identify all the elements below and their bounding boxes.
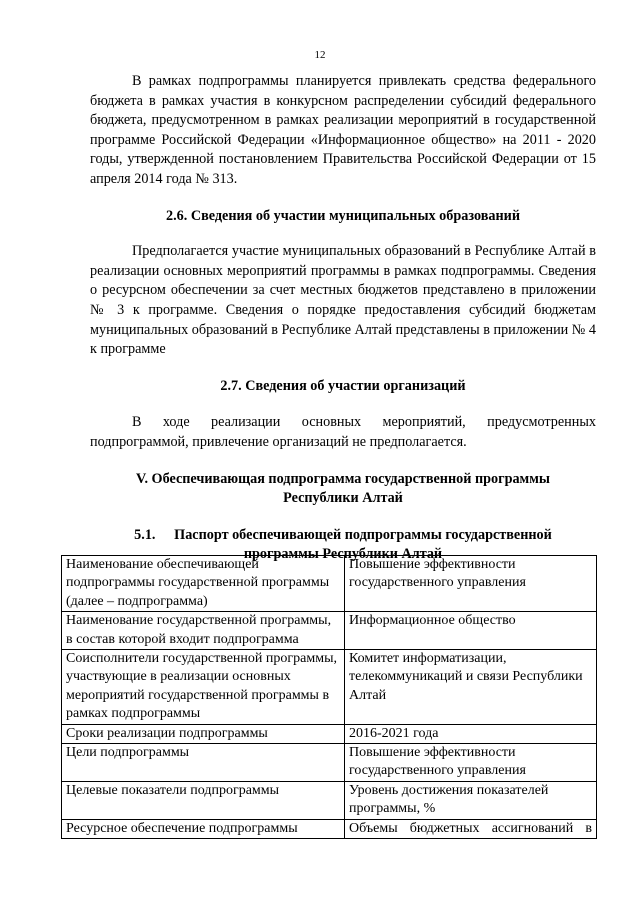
document-body <box>90 72 596 565</box>
table-cell-value: Объемы бюджетных ассигнований в <box>345 819 597 838</box>
table-row <box>62 744 597 782</box>
chapter-heading-v-line1: V. Обеспечивающая подпрограмма государственной программы <box>136 470 550 487</box>
section-heading-2-7: 2.7. Сведения об участии организаций <box>220 377 466 394</box>
table-row <box>62 650 597 725</box>
table-row <box>62 612 597 650</box>
section-number: 5.1. <box>134 526 156 543</box>
section-heading-5-1-line2: программы Республики Алтай <box>243 546 443 563</box>
table-cell-value: 2016-2021 года <box>345 724 597 743</box>
table-cell-value: Повышение эффективности государственного управления <box>345 744 597 782</box>
section-heading-5-1-line1: Паспорт обеспечивающей подпрограммы государственной <box>174 526 552 543</box>
paragraph-federal-budget: В рамках подпрограммы планируется привлекать средства федерального бюджета в рамках участия в конкурсном распределении субсидий федерального бюджета, предусмотренном в рамках реализации мероприятий в государственной программе Российской Федерации «Информационное общество» на 2011 - 2020 годы, утвержденной постановлением Правительства Российской Федерации от 15 апреля 2014 года № 313. <box>90 73 596 187</box>
chapter-heading-v <box>90 470 596 509</box>
table-cell-label: Наименование обеспечивающей подпрограммы государственной программы (далее – подпрограмма) <box>62 556 345 612</box>
table-row <box>62 781 597 819</box>
table-cell-label: Ресурсное обеспечение подпрограммы <box>62 819 345 838</box>
passport-table <box>61 555 597 839</box>
table-cell-label: Целевые показатели подпрограммы <box>62 781 345 819</box>
section-heading-2-6: 2.6. Сведения об участии муниципальных образований <box>166 207 520 224</box>
table-cell-value: Повышение эффективности государственного управления <box>345 556 597 612</box>
table-row <box>62 819 597 838</box>
table-cell-label: Цели подпрограммы <box>62 744 345 782</box>
table-cell-value: Комитет информатизации, телекоммуникаций и связи Республики Алтай <box>345 650 597 725</box>
table-cell-label: Сроки реализации подпрограммы <box>62 724 345 743</box>
paragraph-organizations: В ходе реализации основных мероприятий, предусмотренных подпрограммой, привлечение организаций не предполагается. <box>90 414 596 450</box>
table-cell-label: Соисполнители государственной программы, участвующие в реализации основных мероприятий государственной программы в рамках подпрограммы <box>62 650 345 725</box>
chapter-heading-v-line2: Республики Алтай <box>283 490 403 507</box>
page-number: 12 <box>314 49 326 61</box>
paragraph-municipal-participation: Предполагается участие муниципальных образований в Республике Алтай в реализации основных мероприятий программы в рамках подпрограммы. Сведения о ресурсном обеспечении за счет местных бюджетов представлено в приложении № 3 к программе. Сведения о порядке предоставления субсидий бюджетам муниципальных образований в Республике Алтай представлены в приложении № 4 к программе <box>90 243 596 358</box>
table-cell-value: Информационное общество <box>345 612 597 650</box>
table-row <box>62 724 597 743</box>
table-cell-value: Уровень достижения показателей программы, % <box>345 781 597 819</box>
table-row <box>62 556 597 612</box>
table-cell-label: Наименование государственной программы, в состав которой входит подпрограмма <box>62 612 345 650</box>
